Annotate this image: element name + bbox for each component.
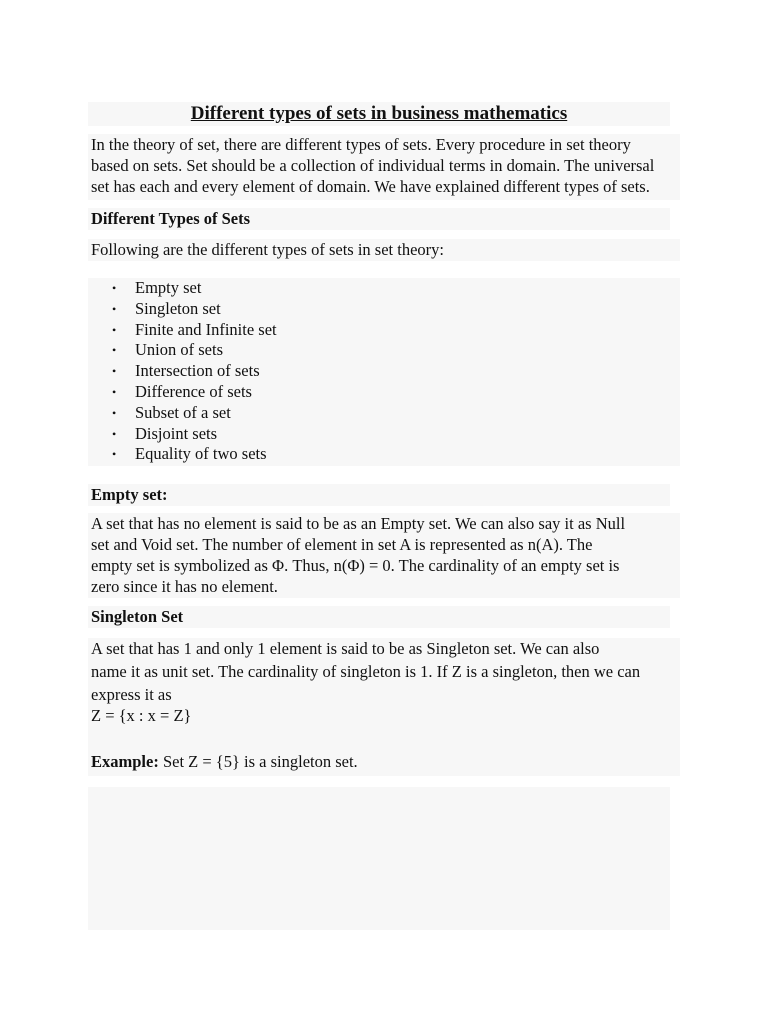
list-item — [88, 340, 680, 361]
following-text: Following are the different types of sets in set theory: — [88, 239, 680, 261]
bullet-icon: • — [112, 405, 117, 420]
singleton-line: name it as unit set. The cardinality of singleton is 1. If Z is a singleton, then we can — [91, 662, 641, 681]
list-item — [88, 424, 680, 445]
singleton-set-heading: Singleton Set — [88, 606, 670, 628]
list-item — [88, 320, 680, 341]
intro-paragraph — [88, 134, 680, 200]
blank-content-area — [88, 787, 670, 930]
example-label: Example: — [91, 752, 159, 771]
list-item-label: Singleton set — [135, 298, 221, 318]
list-item-label: Empty set — [135, 278, 202, 297]
types-heading: Different Types of Sets — [88, 208, 670, 230]
intro-line: based on sets. Set should be a collection of individual terms in domain. The universal — [91, 156, 655, 175]
example-line — [91, 751, 677, 772]
set-types-list-block — [88, 278, 680, 466]
empty-set-line: zero since it has no element. — [91, 577, 278, 596]
bullet-icon: • — [112, 384, 117, 399]
empty-set-paragraph — [88, 513, 680, 598]
list-item — [88, 361, 680, 382]
empty-set-line: A set that has no element is said to be as an Empty set. We can also say it as Null — [91, 514, 626, 533]
spacer — [91, 726, 677, 747]
list-item-label: Equality of two sets — [135, 444, 267, 464]
bullet-icon: • — [112, 281, 117, 295]
document-title: Different types of sets in business mathematics — [88, 102, 670, 126]
list-item-label: Disjoint sets — [135, 423, 218, 443]
list-item — [88, 299, 680, 320]
list-item-label: Union of sets — [135, 340, 223, 360]
list-item-label: Subset of a set — [135, 402, 231, 422]
list-item — [88, 403, 680, 424]
bullet-icon: • — [112, 364, 117, 379]
singleton-set-paragraph — [88, 638, 680, 776]
list-item-label: Intersection of sets — [135, 361, 260, 381]
set-types-list — [88, 278, 680, 465]
empty-set-line: set and Void set. The number of element in set A is represented as n(A). The — [91, 535, 593, 554]
list-item — [88, 278, 680, 299]
list-item-label: Difference of sets — [135, 381, 252, 401]
empty-set-line: empty set is symbolized as Φ. Thus, n(Φ) = 0. The cardinality of an empty set is — [91, 556, 620, 575]
list-item-label: Finite and Infinite set — [135, 319, 277, 339]
bullet-icon: • — [112, 447, 117, 462]
example-text: Set Z = {5} is a singleton set. — [158, 752, 358, 771]
bullet-icon: • — [112, 322, 117, 337]
singleton-line: A set that has 1 and only 1 element is said to be as Singleton set. We can also — [91, 639, 600, 658]
singleton-formula: Z = {x : x = Z} — [91, 706, 192, 725]
bullet-icon: • — [112, 301, 117, 316]
list-item — [88, 382, 680, 403]
intro-line: In the theory of set, there are different types of sets. Every procedure in set theory — [91, 135, 631, 154]
empty-set-heading: Empty set: — [88, 484, 670, 506]
intro-line: set has each and every element of domain. We have explained different types of sets. — [91, 177, 650, 196]
singleton-line: express it as — [91, 685, 172, 704]
list-item — [88, 444, 680, 465]
bullet-icon: • — [112, 426, 117, 441]
bullet-icon: • — [112, 343, 117, 358]
